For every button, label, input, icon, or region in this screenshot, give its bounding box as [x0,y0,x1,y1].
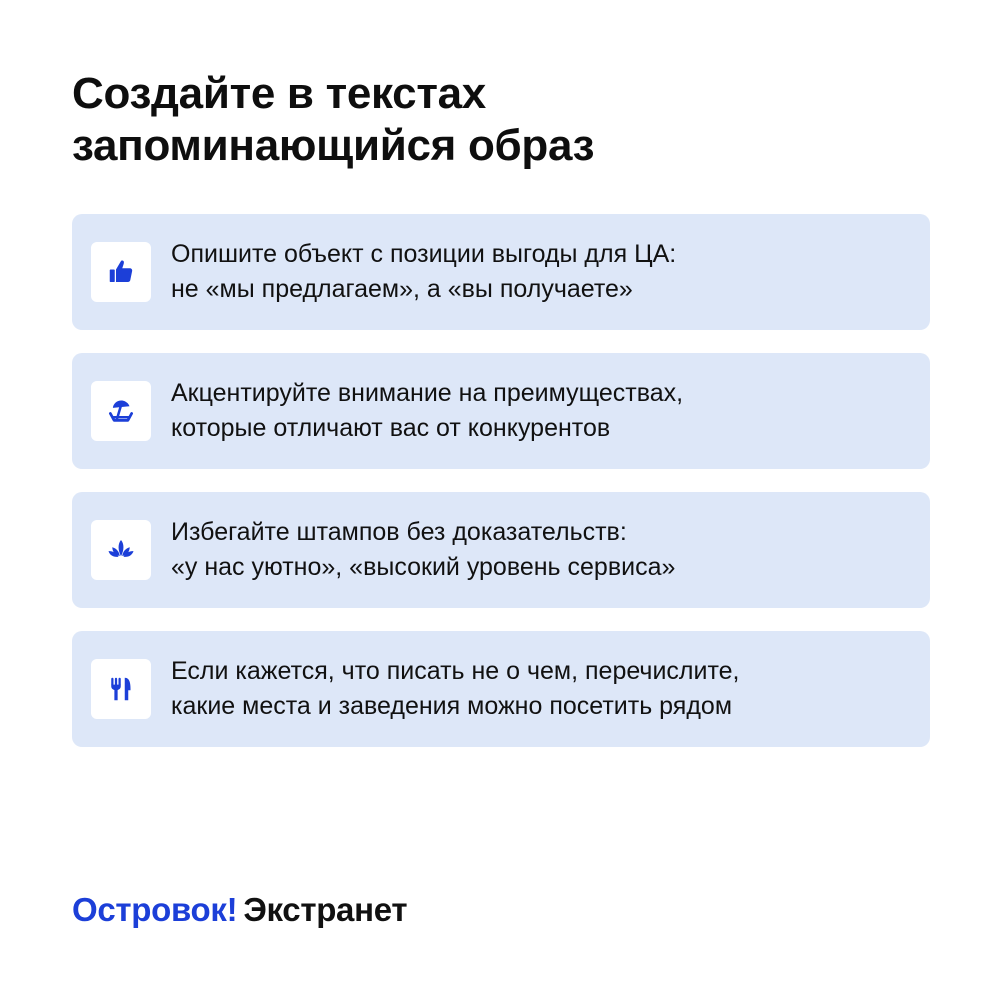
fork-knife-icon [91,659,151,719]
thumbs-up-icon [91,242,151,302]
lotus-icon [91,520,151,580]
tip-line: Если кажется, что писать не о чем, перечислите, [171,657,740,685]
tips-list [72,214,930,770]
tip-text [171,376,683,446]
tip-line: которые отличают вас от конкурентов [171,414,611,442]
tip-line: Избегайте штампов без доказательств: [171,518,627,546]
tip-card-benefits [72,214,930,330]
title-line-2: запоминающийся образ [72,121,595,170]
title-line-1: Создайте в текстах [72,69,486,118]
tip-line: не «мы предлагаем», а «вы получаете» [171,275,633,303]
beach-umbrella-icon [91,381,151,441]
tip-card-advantages [72,353,930,469]
tip-line: «у нас уютно», «высокий уровень сервиса» [171,553,676,581]
tip-text [171,654,740,724]
tip-card-nearby-places [72,631,930,747]
brand-logo [72,890,407,930]
brand-product: Экстранет [243,891,408,928]
page-title [72,68,932,172]
tip-line: Опишите объект с позиции выгоды для ЦА: [171,240,677,268]
tip-line: Акцентируйте внимание на преимуществах, [171,379,684,407]
tip-card-cliches [72,492,930,608]
brand-name: Островок! [72,891,238,928]
tip-text [171,237,676,307]
tip-line: какие места и заведения можно посетить рядом [171,692,733,720]
tip-text [171,515,675,585]
